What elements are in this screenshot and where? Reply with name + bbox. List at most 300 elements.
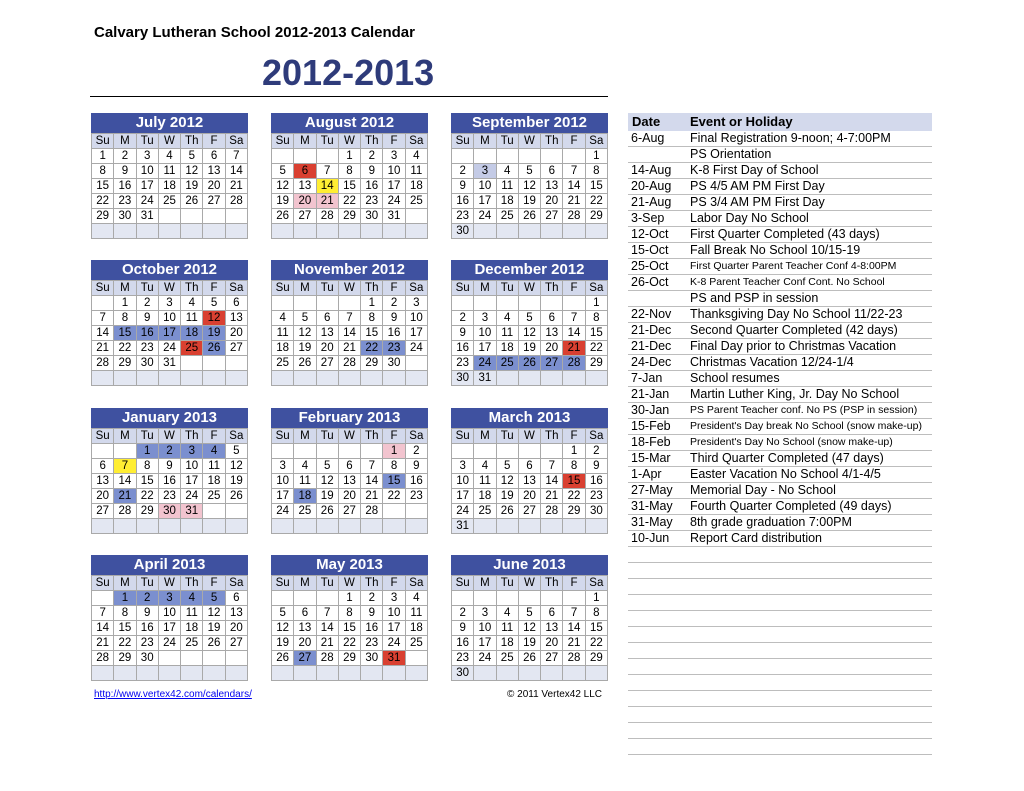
day-cell: 20 [518, 489, 540, 504]
vertex42-link[interactable]: http://www.vertex42.com/calendars/ [94, 689, 252, 700]
event-date: 31-May [631, 499, 673, 513]
day-cell: 3 [158, 591, 180, 606]
day-cell: 24 [452, 504, 474, 519]
day-cell: 7 [92, 606, 114, 621]
event-date: 15-Feb [631, 419, 671, 433]
day-cell: 27 [518, 504, 540, 519]
day-cell: 4 [158, 149, 180, 164]
empty-cell [405, 224, 427, 239]
day-cell: 30 [114, 209, 136, 224]
day-cell: 27 [541, 356, 563, 371]
day-cell: 30 [452, 666, 474, 681]
empty-cell [518, 149, 540, 164]
weekday-label: Tu [496, 576, 518, 591]
day-cell: 23 [114, 194, 136, 209]
weekday-label: W [158, 576, 180, 591]
day-cell: 30 [452, 224, 474, 239]
empty-cell [114, 224, 136, 239]
day-cell: 16 [452, 341, 474, 356]
event-date: 10-Jun [631, 531, 670, 545]
day-cell: 20 [316, 341, 338, 356]
day-cell: 11 [181, 606, 203, 621]
day-cell: 15 [563, 474, 585, 489]
month-grid [451, 428, 608, 534]
event-description: Martin Luther King, Jr. Day No School [690, 387, 900, 401]
day-cell: 5 [496, 459, 518, 474]
day-cell: 26 [518, 356, 540, 371]
empty-cell [92, 444, 114, 459]
day-cell: 4 [181, 591, 203, 606]
empty-cell [338, 224, 360, 239]
empty-cell [272, 444, 294, 459]
day-cell: 10 [383, 164, 405, 179]
empty-cell [316, 519, 338, 534]
day-cell: 21 [338, 341, 360, 356]
day-cell: 8 [585, 164, 607, 179]
day-cell: 21 [114, 489, 136, 504]
day-cell: 21 [92, 341, 114, 356]
event-date: 15-Mar [631, 451, 671, 465]
event-date: 15-Oct [631, 243, 669, 257]
event-row [628, 147, 932, 163]
empty-cell [474, 296, 496, 311]
empty-cell [563, 149, 585, 164]
day-cell: 26 [294, 356, 316, 371]
day-cell: 27 [541, 651, 563, 666]
empty-cell [294, 149, 316, 164]
day-cell: 3 [474, 311, 496, 326]
empty-cell [383, 504, 405, 519]
empty-cell [541, 666, 563, 681]
empty-cell [203, 519, 225, 534]
weekday-label: Th [181, 576, 203, 591]
day-cell: 6 [294, 606, 316, 621]
day-cell: 10 [474, 621, 496, 636]
day-cell: 23 [405, 489, 427, 504]
month-calendar [271, 260, 428, 386]
empty-cell [136, 519, 158, 534]
day-cell: 8 [383, 459, 405, 474]
event-row [628, 675, 932, 691]
day-cell: 28 [563, 356, 585, 371]
day-cell: 8 [361, 311, 383, 326]
empty-cell [92, 591, 114, 606]
event-description: Fall Break No School 10/15-19 [690, 243, 861, 257]
day-cell: 21 [563, 341, 585, 356]
empty-cell [474, 149, 496, 164]
day-cell: 8 [585, 606, 607, 621]
weekday-label: F [383, 281, 405, 296]
day-cell: 18 [272, 341, 294, 356]
day-cell: 9 [114, 164, 136, 179]
day-cell: 21 [563, 194, 585, 209]
day-cell: 29 [338, 209, 360, 224]
day-cell: 17 [452, 489, 474, 504]
weekday-label: Tu [136, 429, 158, 444]
empty-cell [92, 296, 114, 311]
day-cell: 8 [114, 311, 136, 326]
weekday-label: M [114, 134, 136, 149]
day-cell: 26 [203, 636, 225, 651]
event-row [628, 531, 932, 547]
day-cell: 14 [92, 326, 114, 341]
event-row [628, 323, 932, 339]
month-grid [271, 280, 428, 386]
event-row [628, 611, 932, 627]
day-cell: 6 [294, 164, 316, 179]
empty-cell [518, 591, 540, 606]
event-date: 22-Nov [631, 307, 672, 321]
day-cell: 22 [136, 489, 158, 504]
day-cell: 9 [136, 606, 158, 621]
day-cell: 31 [158, 356, 180, 371]
day-cell: 12 [316, 474, 338, 489]
empty-cell [316, 444, 338, 459]
day-cell: 21 [541, 489, 563, 504]
day-cell: 27 [92, 504, 114, 519]
day-cell: 12 [294, 326, 316, 341]
day-cell: 7 [338, 311, 360, 326]
month-title: August 2012 [271, 113, 428, 133]
event-row [628, 579, 932, 595]
event-description: First Quarter Completed (43 days) [690, 227, 880, 241]
event-column-header: Event or Holiday [690, 114, 793, 129]
day-cell: 17 [474, 194, 496, 209]
weekday-label: Tu [316, 429, 338, 444]
day-cell: 24 [474, 356, 496, 371]
weekday-label: Su [452, 134, 474, 149]
event-date: 27-May [631, 483, 673, 497]
empty-cell [158, 666, 180, 681]
day-cell: 24 [272, 504, 294, 519]
day-cell: 23 [452, 356, 474, 371]
day-cell: 18 [474, 489, 496, 504]
day-cell: 26 [181, 194, 203, 209]
weekday-label: Tu [136, 134, 158, 149]
event-date: 31-May [631, 515, 673, 529]
day-cell: 6 [225, 591, 247, 606]
weekday-label: M [474, 429, 496, 444]
day-cell: 30 [585, 504, 607, 519]
weekday-label: F [203, 281, 225, 296]
day-cell: 7 [563, 311, 585, 326]
document-title: Calvary Lutheran School 2012-2013 Calendar [94, 24, 415, 41]
day-cell: 26 [272, 209, 294, 224]
day-cell: 19 [225, 474, 247, 489]
day-cell: 12 [203, 606, 225, 621]
day-cell: 12 [518, 621, 540, 636]
day-cell: 16 [361, 179, 383, 194]
day-cell: 27 [225, 636, 247, 651]
event-row [628, 723, 932, 739]
empty-cell [225, 224, 247, 239]
empty-cell [563, 224, 585, 239]
day-cell: 16 [585, 474, 607, 489]
day-cell: 12 [518, 179, 540, 194]
day-cell: 2 [585, 444, 607, 459]
empty-cell [158, 209, 180, 224]
day-cell: 26 [203, 341, 225, 356]
weekday-label: Su [92, 134, 114, 149]
empty-cell [563, 666, 585, 681]
weekday-label: Su [272, 281, 294, 296]
day-cell: 25 [496, 209, 518, 224]
day-cell: 15 [338, 179, 360, 194]
event-date: 26-Oct [631, 275, 669, 289]
day-cell: 3 [452, 459, 474, 474]
day-cell: 25 [272, 356, 294, 371]
day-cell: 8 [338, 164, 360, 179]
month-calendar [271, 408, 428, 534]
day-cell: 12 [272, 621, 294, 636]
event-row [628, 595, 932, 611]
weekday-label: F [563, 429, 585, 444]
day-cell: 7 [225, 149, 247, 164]
day-cell: 20 [541, 194, 563, 209]
day-cell: 26 [496, 504, 518, 519]
day-cell: 15 [585, 179, 607, 194]
day-cell: 25 [405, 636, 427, 651]
day-cell: 28 [225, 194, 247, 209]
day-cell: 23 [452, 651, 474, 666]
empty-cell [272, 371, 294, 386]
day-cell: 5 [203, 296, 225, 311]
day-cell: 1 [563, 444, 585, 459]
day-cell: 31 [383, 651, 405, 666]
day-cell: 18 [405, 179, 427, 194]
day-cell: 5 [181, 149, 203, 164]
event-row [628, 691, 932, 707]
empty-cell [474, 224, 496, 239]
day-cell: 15 [585, 326, 607, 341]
weekday-label: M [294, 134, 316, 149]
day-cell: 13 [92, 474, 114, 489]
day-cell: 2 [405, 444, 427, 459]
day-cell: 16 [136, 326, 158, 341]
event-description: Easter Vacation No School 4/1-4/5 [690, 467, 881, 481]
day-cell: 19 [294, 341, 316, 356]
empty-cell [225, 504, 247, 519]
day-cell: 29 [114, 651, 136, 666]
month-grid [451, 280, 608, 386]
day-cell: 19 [203, 326, 225, 341]
day-cell: 13 [225, 606, 247, 621]
day-cell: 24 [158, 341, 180, 356]
day-cell: 3 [474, 606, 496, 621]
event-row [628, 387, 932, 403]
event-row [628, 355, 932, 371]
day-cell: 2 [383, 296, 405, 311]
day-cell: 29 [563, 504, 585, 519]
day-cell: 17 [405, 326, 427, 341]
day-cell: 13 [316, 326, 338, 341]
day-cell: 22 [114, 341, 136, 356]
weekday-label: W [338, 429, 360, 444]
day-cell: 15 [114, 326, 136, 341]
empty-cell [294, 296, 316, 311]
day-cell: 3 [136, 149, 158, 164]
day-cell: 13 [541, 621, 563, 636]
empty-cell [563, 519, 585, 534]
weekday-label: Su [272, 429, 294, 444]
event-row [628, 563, 932, 579]
day-cell: 14 [563, 621, 585, 636]
day-cell: 8 [585, 311, 607, 326]
month-calendar [451, 260, 608, 386]
empty-cell [294, 444, 316, 459]
month-title: July 2012 [91, 113, 248, 133]
event-date: 21-Dec [631, 339, 672, 353]
empty-cell [316, 591, 338, 606]
day-cell: 15 [585, 621, 607, 636]
day-cell: 13 [203, 164, 225, 179]
day-cell: 25 [405, 194, 427, 209]
weekday-label: Su [452, 281, 474, 296]
month-title: May 2013 [271, 555, 428, 575]
weekday-label: W [338, 134, 360, 149]
empty-cell [405, 209, 427, 224]
day-cell: 22 [338, 636, 360, 651]
day-cell: 28 [92, 356, 114, 371]
day-cell: 23 [452, 209, 474, 224]
day-cell: 5 [294, 311, 316, 326]
day-cell: 1 [136, 444, 158, 459]
day-cell: 4 [181, 296, 203, 311]
empty-cell [92, 371, 114, 386]
empty-cell [114, 666, 136, 681]
event-row [628, 435, 932, 451]
empty-cell [361, 224, 383, 239]
empty-cell [92, 666, 114, 681]
day-cell: 20 [338, 489, 360, 504]
weekday-label: W [158, 429, 180, 444]
weekday-label: F [383, 576, 405, 591]
day-cell: 6 [203, 149, 225, 164]
empty-cell [338, 444, 360, 459]
day-cell: 7 [563, 606, 585, 621]
day-cell: 4 [474, 459, 496, 474]
day-cell: 9 [136, 311, 158, 326]
weekday-label: F [563, 281, 585, 296]
day-cell: 23 [158, 489, 180, 504]
event-row [628, 371, 932, 387]
day-cell: 3 [158, 296, 180, 311]
day-cell: 20 [541, 636, 563, 651]
weekday-label: Tu [136, 281, 158, 296]
event-date: 20-Aug [631, 179, 672, 193]
day-cell: 19 [518, 341, 540, 356]
day-cell: 21 [316, 636, 338, 651]
event-description: K-8 Parent Teacher Conf Cont. No School [690, 276, 885, 288]
day-cell: 14 [541, 474, 563, 489]
weekday-label: Th [181, 429, 203, 444]
empty-cell [541, 149, 563, 164]
event-description: President's Day break No School (snow make-up) [690, 420, 922, 432]
empty-cell [518, 224, 540, 239]
empty-cell [338, 296, 360, 311]
copyright-text: © 2011 Vertex42 LLC [507, 689, 603, 700]
empty-cell [383, 666, 405, 681]
day-cell: 14 [225, 164, 247, 179]
empty-cell [181, 356, 203, 371]
day-cell: 18 [496, 636, 518, 651]
day-cell: 16 [405, 474, 427, 489]
day-cell: 10 [452, 474, 474, 489]
day-cell: 21 [563, 636, 585, 651]
event-row [628, 163, 932, 179]
empty-cell [92, 224, 114, 239]
day-cell: 1 [114, 591, 136, 606]
empty-cell [452, 444, 474, 459]
day-cell: 22 [92, 194, 114, 209]
day-cell: 19 [496, 489, 518, 504]
day-cell: 10 [474, 179, 496, 194]
day-cell: 29 [114, 356, 136, 371]
day-cell: 8 [114, 606, 136, 621]
empty-cell [405, 666, 427, 681]
day-cell: 23 [136, 341, 158, 356]
day-cell: 7 [541, 459, 563, 474]
event-row [628, 211, 932, 227]
event-row [628, 131, 932, 147]
day-cell: 22 [585, 194, 607, 209]
day-cell: 30 [361, 209, 383, 224]
day-cell: 23 [383, 341, 405, 356]
day-cell: 29 [338, 651, 360, 666]
weekday-label: Sa [585, 134, 607, 149]
day-cell: 4 [405, 149, 427, 164]
month-grid [451, 133, 608, 239]
empty-cell [452, 591, 474, 606]
empty-cell [272, 149, 294, 164]
empty-cell [158, 519, 180, 534]
event-description: K-8 First Day of School [690, 163, 819, 177]
day-cell: 6 [338, 459, 360, 474]
empty-cell [585, 666, 607, 681]
empty-cell [541, 371, 563, 386]
empty-cell [405, 519, 427, 534]
day-cell: 3 [181, 444, 203, 459]
weekday-label: Su [272, 576, 294, 591]
day-cell: 26 [518, 209, 540, 224]
event-description: President's Day No School (snow make-up) [690, 436, 893, 448]
month-grid [271, 575, 428, 681]
month-title: February 2013 [271, 408, 428, 428]
day-cell: 18 [181, 621, 203, 636]
day-cell: 29 [136, 504, 158, 519]
event-row [628, 275, 932, 291]
month-grid [91, 428, 248, 534]
weekday-label: F [203, 429, 225, 444]
weekday-label: M [114, 429, 136, 444]
empty-cell [158, 651, 180, 666]
empty-cell [563, 371, 585, 386]
day-cell: 20 [225, 621, 247, 636]
empty-cell [225, 519, 247, 534]
day-cell: 1 [92, 149, 114, 164]
day-cell: 5 [225, 444, 247, 459]
day-cell: 19 [181, 179, 203, 194]
day-cell: 9 [585, 459, 607, 474]
day-cell: 27 [225, 341, 247, 356]
event-date: 24-Dec [631, 355, 672, 369]
empty-cell [181, 651, 203, 666]
empty-cell [585, 371, 607, 386]
empty-cell [294, 519, 316, 534]
day-cell: 25 [474, 504, 496, 519]
day-cell: 2 [136, 296, 158, 311]
empty-cell [496, 666, 518, 681]
